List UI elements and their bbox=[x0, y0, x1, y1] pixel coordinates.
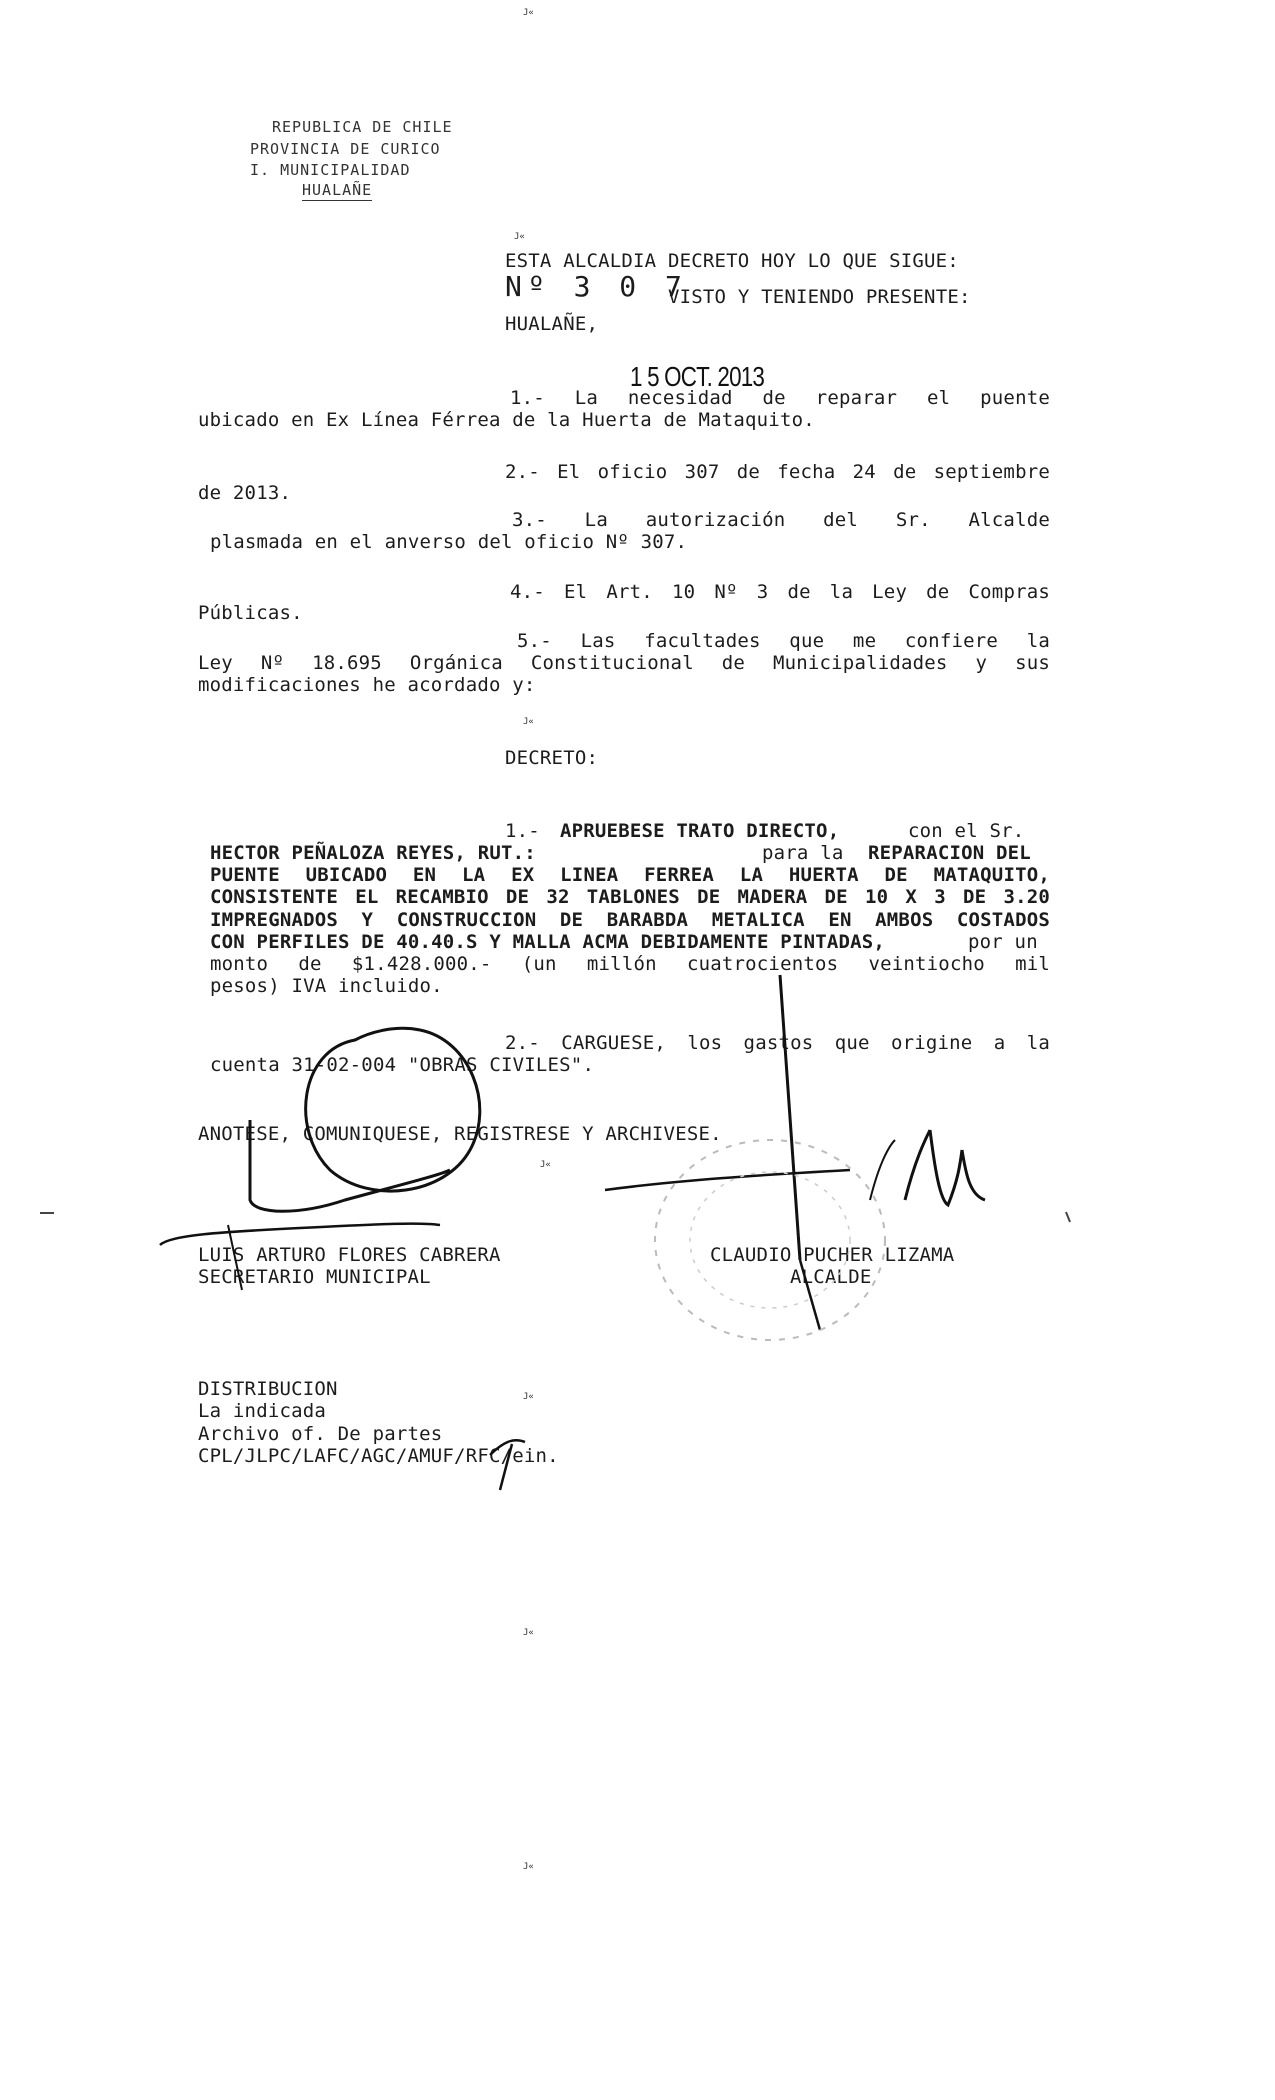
visto-1: 1.- La necesidad de reparar el puente bbox=[510, 387, 1050, 409]
resolution-1-amount: monto de $1.428.000.- (un millón cuatrocientos veintiocho mil bbox=[210, 953, 1050, 975]
date-stamp: 1 5 OCT. 2013 bbox=[630, 361, 765, 392]
secretary-name: LUIS ARTURO FLORES CABRERA bbox=[198, 1244, 501, 1266]
place: HUALAÑE, bbox=[505, 313, 599, 335]
mayor-title: ALCALDE bbox=[790, 1266, 872, 1288]
resolution-1-object: REPARACION DEL bbox=[868, 842, 1031, 864]
resolution-1-tail: con el Sr. bbox=[908, 820, 1025, 842]
resolution-1-approve: APRUEBESE TRATO DIRECTO, bbox=[560, 820, 840, 842]
distribution-line-2: Archivo of. De partes bbox=[198, 1423, 443, 1445]
resolution-1-para: para la bbox=[762, 842, 844, 864]
scan-mark: J« bbox=[514, 232, 525, 242]
secretary-signature bbox=[306, 1028, 480, 1191]
decree-intro: ESTA ALCALDIA DECRETO HOY LO QUE SIGUE: bbox=[505, 250, 959, 272]
resolution-1-line6: CON PERFILES DE 40.40.S Y MALLA ACMA DEBIDAMENTE PINTADAS, bbox=[210, 931, 886, 953]
visto-4-cont: Públicas. bbox=[198, 602, 303, 624]
resolution-1-line5: IMPREGNADOS Y CONSTRUCCION DE BARABDA METALICA EN AMBOS COSTADOS bbox=[210, 909, 1050, 931]
scan-mark: J« bbox=[523, 1628, 534, 1638]
contractor-name: HECTOR PEÑALOZA REYES, RUT.: bbox=[210, 842, 536, 864]
resolution-1-line4: CONSISTENTE EL RECAMBIO DE 32 TABLONES DE MADERA DE 10 X 3 DE 3.20 bbox=[210, 886, 1050, 908]
distribution-title: DISTRIBUCION bbox=[198, 1378, 338, 1400]
visto-2: 2.- El oficio 307 de fecha 24 de septiembre bbox=[505, 461, 1050, 483]
visto-5-cont: Ley Nº 18.695 Orgánica Constitucional de Municipalidades y sus bbox=[198, 652, 1050, 674]
header-municipality: I. MUNICIPALIDAD bbox=[250, 161, 411, 179]
resolution-1-end: pesos) IVA incluido. bbox=[210, 975, 443, 997]
visto-1-cont: ubicado en Ex Línea Férrea de la Huerta de Mataquito. bbox=[198, 409, 815, 431]
visto-3: 3.- La autorización del Sr. Alcalde bbox=[512, 509, 1050, 531]
scan-mark: J« bbox=[523, 8, 534, 18]
header-town: HUALAÑE bbox=[302, 181, 373, 199]
distribution-line-3: CPL/JLPC/LAFC/AGC/AMUF/RFC/ein. bbox=[198, 1445, 559, 1467]
decreto-title: DECRETO: bbox=[505, 747, 599, 769]
scan-mark: J« bbox=[523, 717, 534, 727]
resolution-1-line3: PUENTE UBICADO EN LA EX LINEA FERREA LA HUERTA DE MATAQUITO, bbox=[210, 864, 1050, 886]
mayor-signature bbox=[605, 1170, 850, 1190]
scan-mark: J« bbox=[523, 1862, 534, 1872]
resolution-2: 2.- CARGUESE, los gastos que origine a la bbox=[505, 1032, 1050, 1054]
scan-mark: J« bbox=[540, 1160, 551, 1170]
decree-number: Nº 3 0 7 bbox=[505, 270, 688, 303]
closing-formula: ANOTESE, COMUNIQUESE, REGISTRESE Y ARCHIVESE. bbox=[198, 1123, 722, 1145]
visto-heading: VISTO Y TENIENDO PRESENTE: bbox=[668, 286, 971, 308]
header-republic: REPUBLICA DE CHILE bbox=[272, 118, 453, 136]
header-province: PROVINCIA DE CURICO bbox=[250, 140, 441, 158]
resolution-1-num: 1.- bbox=[505, 820, 540, 842]
visto-2-cont: de 2013. bbox=[198, 482, 292, 504]
initials-mark bbox=[490, 1440, 525, 1490]
visto-4: 4.- El Art. 10 Nº 3 de la Ley de Compras bbox=[510, 581, 1050, 603]
resolution-2-account: cuenta 31-02-004 "OBRAS CIVILES". bbox=[210, 1054, 595, 1076]
visto-3-cont: plasmada en el anverso del oficio Nº 307. bbox=[210, 531, 688, 553]
secretary-title: SECRETARIO MUNICIPAL bbox=[198, 1266, 431, 1288]
mayor-name: CLAUDIO PUCHER LIZAMA bbox=[710, 1244, 955, 1266]
distribution-line-1: La indicada bbox=[198, 1400, 327, 1422]
visto-5: 5.- Las facultades que me confiere la bbox=[517, 630, 1050, 652]
resolution-1-line6-tail: por un bbox=[968, 931, 1038, 953]
scan-mark: J« bbox=[523, 1392, 534, 1402]
visto-5-end: modificaciones he acordado y: bbox=[198, 674, 536, 696]
